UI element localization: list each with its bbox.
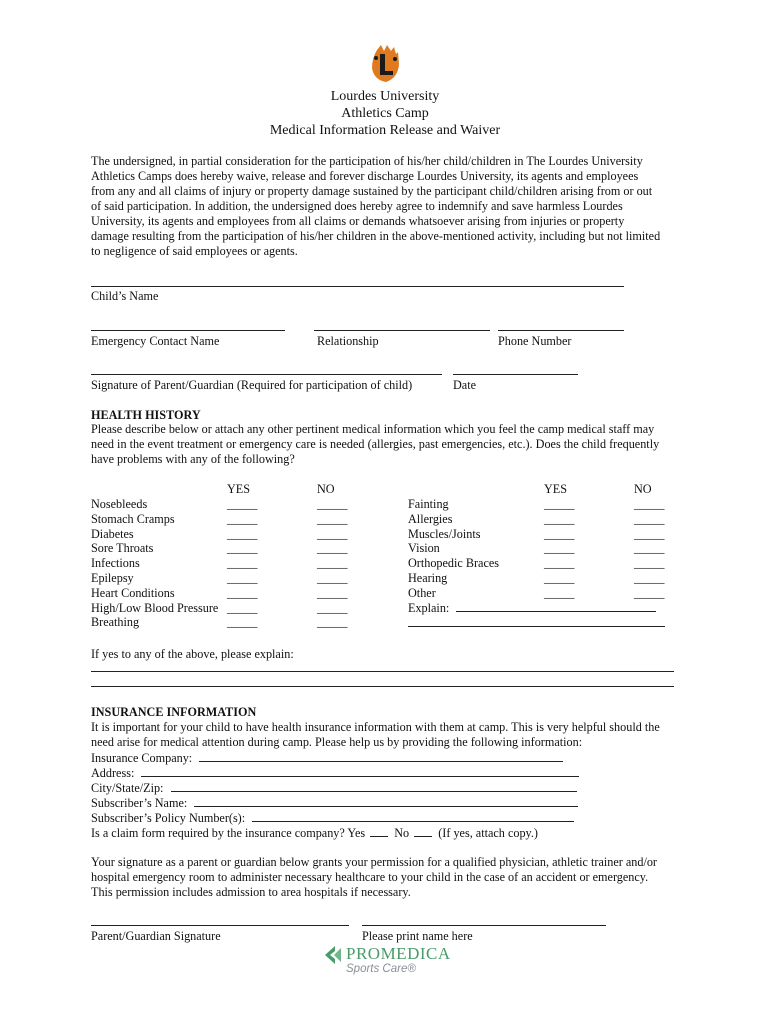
date-field[interactable]	[453, 374, 578, 375]
waiver-paragraph	[91, 154, 687, 259]
if-yes-explain-field-2[interactable]	[91, 686, 674, 687]
health-item-label: Diabetes	[91, 527, 134, 541]
health-yes-blank[interactable]: _____	[227, 527, 258, 541]
consent-line: This permission includes admission to area hospitals if necessary.	[91, 885, 411, 899]
health-yes-blank[interactable]: _____	[227, 556, 258, 570]
health-item-label: Vision	[408, 541, 440, 555]
health-no-blank[interactable]: _____	[634, 571, 665, 585]
child-name-label: Child’s Name	[91, 289, 159, 303]
health-yes-blank[interactable]: _____	[227, 601, 258, 615]
policy-field[interactable]	[252, 810, 574, 822]
instruction-line: need arise for medical attention during camp. Please help us by providing the following information:	[91, 735, 583, 749]
phone-label: Phone Number	[498, 334, 572, 348]
org-name: Lourdes University	[330, 89, 440, 104]
parent-signature-label: Signature of Parent/Guardian (Required for participation of child)	[91, 378, 413, 392]
guardian-signature-field[interactable]	[91, 925, 349, 926]
health-yes-blank[interactable]: _____	[227, 615, 258, 629]
health-item-label: Other	[408, 586, 436, 600]
health-no-blank[interactable]: _____	[634, 527, 665, 541]
promedica-sub: Sports Care®	[346, 963, 416, 975]
child-name-field[interactable]	[91, 286, 624, 287]
claim-no-field[interactable]	[414, 825, 432, 837]
explain-field-line2[interactable]	[408, 626, 665, 627]
consent-line: Your signature as a parent or guardian below grants your permission for a qualified physician, athletic trainer and/or	[91, 855, 657, 869]
if-yes-explain-label: If yes to any of the above, please explain:	[91, 647, 294, 661]
address-label: Address:	[91, 766, 135, 780]
subscriber-label: Subscriber’s Name:	[91, 796, 188, 810]
promedica-brand: PROMEDICA	[346, 944, 451, 963]
claim-form-row	[91, 825, 538, 841]
health-item-label: Fainting	[408, 497, 449, 511]
health-no-blank[interactable]: _____	[634, 586, 665, 600]
insurance-company-field[interactable]	[199, 750, 563, 762]
phone-field[interactable]	[498, 330, 624, 331]
health-history-instructions	[91, 422, 687, 467]
health-no-blank[interactable]: _____	[317, 527, 348, 541]
claim-question: Is a claim form required by the insurance company? Yes	[91, 826, 366, 840]
health-yes-blank[interactable]: _____	[227, 571, 258, 585]
waiver-line: from any and all claims of injury or property damage sustained by the participant child/children arising from or out	[91, 184, 653, 198]
claim-no-label: No	[394, 826, 410, 840]
health-no-blank[interactable]: _____	[317, 586, 348, 600]
waiver-line: of said participation. In addition, the undersigned does hereby agree to indemnify and save harmless Lourdes	[91, 199, 623, 213]
address-field[interactable]	[141, 765, 579, 777]
no-column-header-right: NO	[634, 482, 652, 496]
health-item-label: Orthopedic Braces	[408, 556, 500, 570]
health-no-blank[interactable]: _____	[634, 556, 665, 570]
health-yes-blank[interactable]: _____	[544, 586, 575, 600]
policy-row	[91, 810, 574, 826]
health-no-blank[interactable]: _____	[317, 497, 348, 511]
consent-line: hospital emergency room to administer necessary healthcare to your child in the case of an accident or emergency.	[91, 870, 649, 884]
promedica-chevron-icon	[322, 944, 344, 966]
health-item-label: Heart Conditions	[91, 586, 175, 600]
address-row	[91, 765, 579, 781]
lourdes-athletics-logo-icon	[368, 44, 402, 84]
subscriber-field[interactable]	[194, 795, 578, 807]
city-field[interactable]	[171, 780, 577, 792]
relationship-field[interactable]	[314, 330, 490, 331]
health-yes-blank[interactable]: _____	[544, 527, 575, 541]
guardian-signature-label: Parent/Guardian Signature	[91, 929, 221, 943]
health-yes-blank[interactable]: _____	[544, 541, 575, 555]
health-yes-blank[interactable]: _____	[227, 541, 258, 555]
explain-row	[408, 600, 656, 616]
explain-label: Explain:	[408, 601, 450, 615]
insurance-heading: INSURANCE INFORMATION	[91, 705, 257, 719]
document-title: Medical Information Release and Waiver	[269, 123, 501, 138]
yes-column-header: YES	[227, 482, 251, 496]
health-yes-blank[interactable]: _____	[544, 497, 575, 511]
city-row	[91, 780, 577, 796]
promedica-logo	[322, 944, 452, 980]
subscriber-row	[91, 795, 578, 811]
date-label: Date	[453, 378, 477, 392]
health-no-blank[interactable]: _____	[317, 541, 348, 555]
instruction-line: have problems with any of the following?	[91, 452, 295, 466]
health-yes-blank[interactable]: _____	[227, 512, 258, 526]
parent-signature-field[interactable]	[91, 374, 442, 375]
health-yes-blank[interactable]: _____	[544, 556, 575, 570]
emergency-contact-field[interactable]	[91, 330, 285, 331]
health-item-label: Sore Throats	[91, 541, 154, 555]
health-no-blank[interactable]: _____	[317, 615, 348, 629]
health-item-label: Allergies	[408, 512, 453, 526]
city-label: City/State/Zip:	[91, 781, 164, 795]
health-no-blank[interactable]: _____	[634, 512, 665, 526]
yes-column-header-right: YES	[544, 482, 568, 496]
health-yes-blank[interactable]: _____	[227, 497, 258, 511]
instruction-line: Please describe below or attach any other pertinent medical information which you feel the camp medical staff may	[91, 422, 655, 436]
program-name: Athletics Camp	[341, 106, 429, 121]
claim-tail: (If yes, attach copy.)	[438, 826, 538, 840]
print-name-field[interactable]	[362, 925, 606, 926]
health-item-label: Hearing	[408, 571, 448, 585]
health-item-label: Infections	[91, 556, 140, 570]
health-yes-blank[interactable]: _____	[544, 512, 575, 526]
waiver-line: Athletics Camps does hereby waive, release and forever discharge Lourdes University, its agents and employees	[91, 169, 639, 183]
explain-field[interactable]	[456, 600, 656, 612]
instruction-line: need in the event treatment or emergency care is needed (allergies, past emergencies, etc.). Does the child frequently	[91, 437, 660, 451]
health-no-blank[interactable]: _____	[317, 512, 348, 526]
insurance-company-label: Insurance Company:	[91, 751, 193, 765]
policy-label: Subscriber’s Policy Number(s):	[91, 811, 246, 825]
health-item-label: High/Low Blood Pressure	[91, 601, 219, 615]
instruction-line: It is important for your child to have health insurance information with them at camp. This is very helpful should the	[91, 720, 660, 734]
waiver-line: University, its agents and employees from all claims or demands whatsoever arising from injuries or property	[91, 214, 625, 228]
waiver-line: The undersigned, in partial consideration for the participation of his/her child/children in The Lourdes University	[91, 154, 643, 168]
health-item-label: Muscles/Joints	[408, 527, 481, 541]
health-no-blank[interactable]: _____	[634, 497, 665, 511]
health-item-label: Stomach Cramps	[91, 512, 175, 526]
waiver-line: to negligence of said employees or agents.	[91, 244, 298, 258]
health-no-blank[interactable]: _____	[317, 601, 348, 615]
health-item-label: Nosebleeds	[91, 497, 148, 511]
emergency-contact-label: Emergency Contact Name	[91, 334, 220, 348]
waiver-line: damage resulting from the participation of his/her children in the above-mentioned activity, including but not limited	[91, 229, 661, 243]
insurance-company-row	[91, 750, 563, 766]
print-name-label: Please print name here	[362, 929, 473, 943]
health-history-heading: HEALTH HISTORY	[91, 408, 201, 422]
claim-yes-field[interactable]	[370, 825, 388, 837]
health-no-blank[interactable]: _____	[317, 571, 348, 585]
health-item-label: Breathing	[91, 615, 140, 629]
relationship-label: Relationship	[317, 334, 379, 348]
health-no-blank[interactable]: _____	[317, 556, 348, 570]
health-item-label: Epilepsy	[91, 571, 134, 585]
consent-paragraph	[91, 855, 687, 900]
if-yes-explain-field-1[interactable]	[91, 671, 674, 672]
health-yes-blank[interactable]: _____	[227, 586, 258, 600]
health-no-blank[interactable]: _____	[634, 541, 665, 555]
health-yes-blank[interactable]: _____	[544, 571, 575, 585]
insurance-instructions	[91, 720, 687, 750]
no-column-header: NO	[317, 482, 335, 496]
